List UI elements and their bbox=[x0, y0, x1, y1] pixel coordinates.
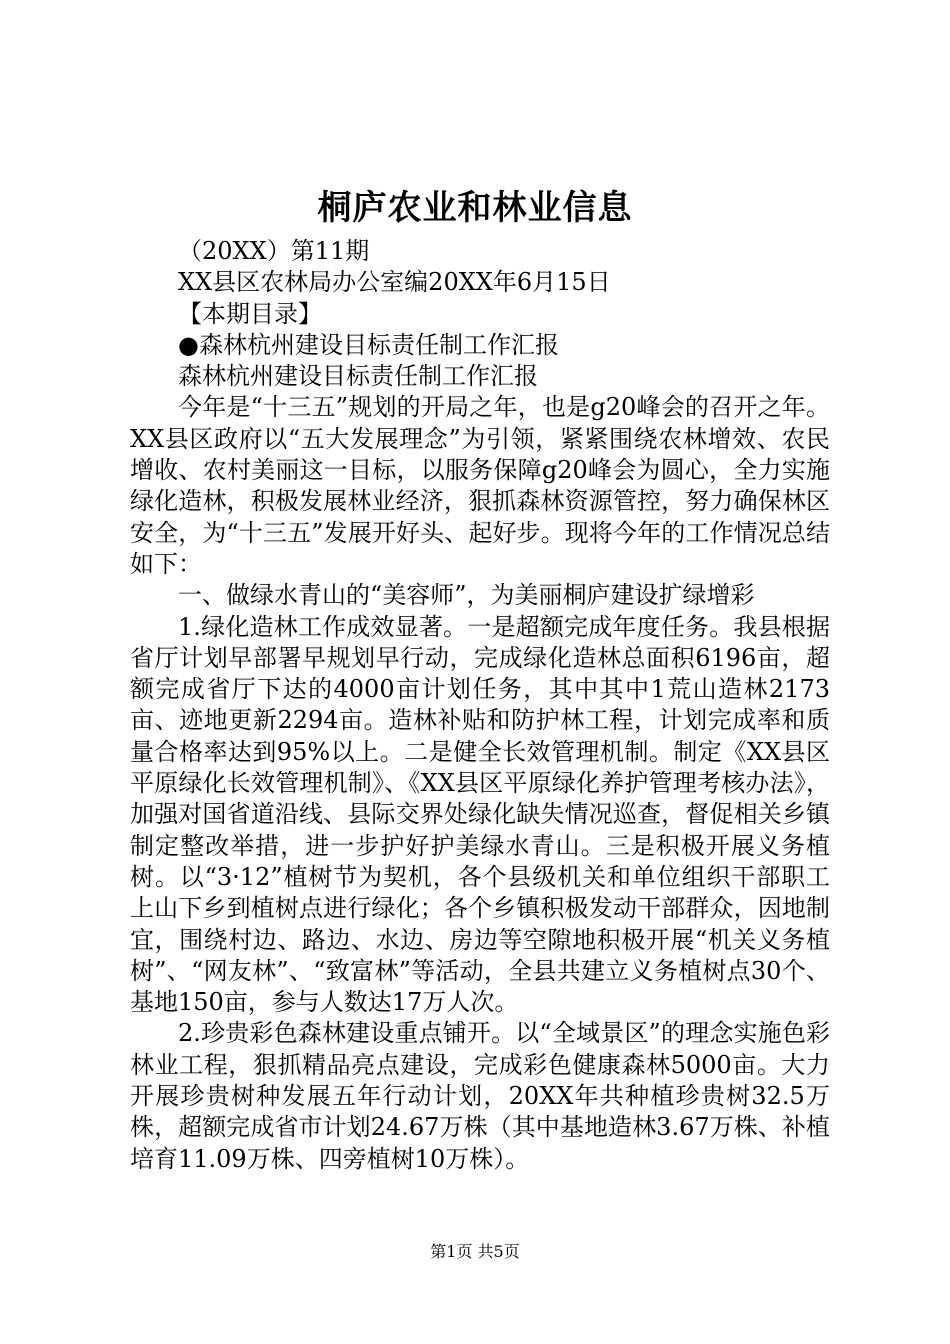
afforestation-paragraph: 1.绿化造林工作成效显著。一是超额完成年度任务。我县根据省厅计划早部署早规划早行动，完成绿化造林总面积6196亩，超额完成省厅下达的4000亩计划任务，其中其中1荒山造林2173亩、迹地更新2294亩。造林补贴和防护林工程，计划完成率和质量合格率达到95%以上。二是健全长效管理机制。制定《XX县区平原绿化长效管理机制》、《XX县区平原绿化养护管理考核办法》，加强对国省道沿线、县际交界处绿化缺失情况巡查，督促相关乡镇制定整改举措，进一步护好护美绿水青山。三是积极开展义务植树。以“3·12”植树节为契机，各个县级机关和单位组织干部职工上山下乡到植树点进行绿化；各个乡镇积极发动干部群众，因地制宜，围绕村边、路边、水边、房边等空隙地积极开展“机关义务植树”、“网友林”、“致富林”等活动，全县共建立义务植树点30个、基地150亩，参与人数达17万人次。 bbox=[130, 612, 830, 1017]
toc-item: ●森林杭州建设目标责任制工作汇报 bbox=[178, 330, 559, 359]
intro-paragraph: 今年是“十三五”规划的开局之年，也是g20峰会的召开之年。XX县区政府以“五大发展理念”为引领，紧紧围绕农林增效、农民增收、农村美丽这一目标，以服务保障g20峰会为圆心，全力实施绿化造林，积极发展林业经济，狠抓森林资源管控，努力确保林区安全，为“十三五”发展开好头、起好步。现将今年的工作情况总结如下： bbox=[130, 393, 830, 578]
page-footer: 第1页 共5页 bbox=[430, 1242, 520, 1261]
article-title: 森林杭州建设目标责任制工作汇报 bbox=[178, 362, 538, 391]
colored-forest-paragraph: 2.珍贵彩色森林建设重点铺开。以“全域景区”的理念实施色彩林业工程，狠抓精品亮点建设，完成彩色健康森林5000亩。大力开展珍贵树种发展五年行动计划，20XX年共种植珍贵树32.5万株，超额完成省市计划24.67万株（其中基地造林3.67万株、补植培育11.09万株、四旁植树10万株）。 bbox=[130, 1019, 830, 1173]
section-heading: 一、做绿水青山的“美容师”，为美丽桐庐建设扩绿增彩 bbox=[178, 581, 755, 610]
editor-line: XX县区农林局办公室编20XX年6月15日 bbox=[178, 268, 611, 297]
issue-number: （20XX）第11期 bbox=[178, 237, 370, 265]
document-body bbox=[130, 236, 830, 1175]
toc-heading: 【本期目录】 bbox=[178, 299, 322, 328]
document-title: 桐庐农业和林业信息 bbox=[317, 188, 633, 228]
